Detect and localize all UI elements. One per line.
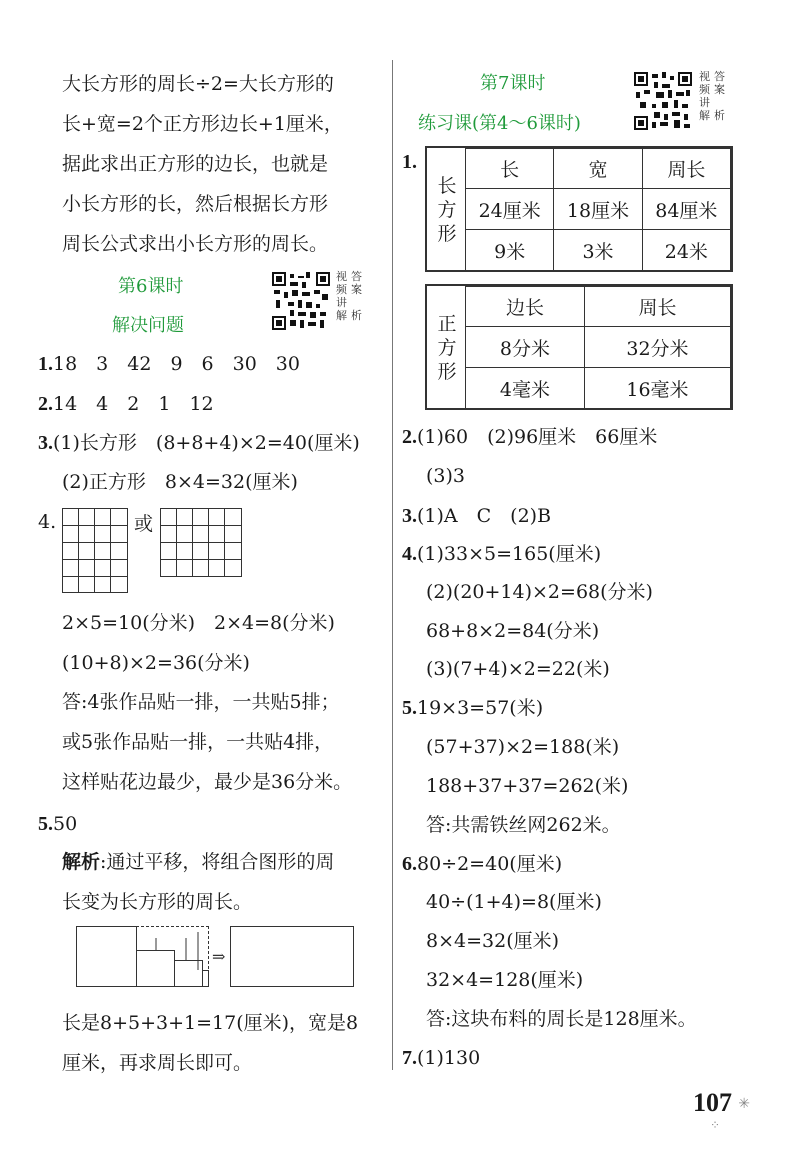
right-q1-number: 1.	[402, 151, 417, 173]
page-number: 107	[693, 1088, 732, 1117]
intro-line-1: 大长方形的周长÷2=大长方形的	[62, 73, 334, 95]
q4-line-5: 这样贴花边最少，最少是36分米。	[62, 771, 353, 793]
right-q5-1: 5.19×3=57(米)	[402, 697, 544, 719]
table-cell: 3米	[554, 230, 642, 271]
qr-code-icon[interactable]	[272, 272, 330, 330]
left-q1: 1.18 3 42 9 6 30 30	[38, 353, 300, 375]
left-q3a: 3.(1)长方形 (8+8+4)×2=40(厘米)	[38, 432, 360, 454]
right-q3: 3.(1)A C (2)B	[402, 505, 552, 527]
left-q3b: (2)正方形 8×4=32(厘米)	[62, 471, 298, 493]
q5-analysis-1: 解析:通过平移，将组合图形的周	[62, 851, 335, 873]
table-cell: 24厘米	[466, 189, 554, 230]
rectangle-table	[425, 146, 733, 272]
square-header-side: 边长	[466, 287, 585, 327]
rect-header-width: 宽	[554, 149, 642, 189]
left-q2: 2.14 4 2 1 12	[38, 393, 214, 415]
translation-figure	[76, 924, 356, 990]
grid-figure-4x5	[160, 508, 242, 578]
left-q4-number: 4.	[38, 511, 57, 533]
q4-line-2: (10+8)×2=36(分米)	[62, 652, 250, 674]
q4-line-1: 2×5=10(分米) 2×4=8(分米)	[62, 612, 335, 634]
arrow-icon: ⇒	[212, 947, 226, 966]
q5-tail-1: 长是8+5+3+1=17(厘米)，宽是8	[62, 1012, 359, 1034]
right-q5-3: 188+37+37=262(米)	[426, 775, 629, 797]
right-q4-3: 68+8×2=84(分米)	[426, 620, 600, 642]
right-q5-4: 答:共需铁丝网262米。	[426, 814, 621, 836]
grid-figure-5x4	[62, 508, 128, 594]
table-cell: 4毫米	[466, 368, 585, 409]
square-label: 正 方 形	[437, 313, 457, 383]
right-q5-2: (57+37)×2=188(米)	[426, 736, 620, 758]
right-q2b: (3)3	[426, 465, 466, 487]
rectangle-label: 长 方 形	[437, 175, 457, 245]
intro-line-5: 周长公式求出小长方形的周长。	[62, 233, 329, 255]
right-q4-4: (3)(7+4)×2=22(米)	[426, 658, 610, 680]
qr-label-left: 视 答 频 案 讲 解 析	[336, 270, 363, 322]
lesson7-subtitle: 练习课(第4～6课时)	[418, 113, 581, 134]
right-q4-2: (2)(20+14)×2=68(分米)	[426, 581, 653, 603]
q4-line-3: 答:4张作品贴一排，一共贴5排；	[62, 691, 340, 713]
table-cell: 16毫米	[584, 368, 730, 409]
lesson6-title: 第6课时	[118, 276, 184, 297]
right-q6-1: 6.80÷2=40(厘米)	[402, 853, 563, 875]
qr-code-icon[interactable]	[634, 72, 692, 130]
star-icon: ✳	[738, 1096, 750, 1112]
intro-line-3: 据此求出正方形的边长，也就是	[62, 153, 329, 175]
right-q4-1: 4.(1)33×5=165(厘米)	[402, 543, 602, 565]
table-cell: 8分米	[466, 327, 585, 368]
q5-analysis-2: 长变为长方形的周长。	[62, 891, 253, 913]
rect-header-perimeter: 周长	[642, 149, 730, 189]
lesson7-title: 第7课时	[480, 73, 546, 94]
intro-line-4: 小长方形的长，然后根据长方形	[62, 193, 329, 215]
right-q6-4: 32×4=128(厘米)	[426, 969, 584, 991]
square-table	[425, 284, 733, 410]
right-q7: 7.(1)130	[402, 1047, 481, 1069]
right-q6-5: 答:这块布料的周长是128厘米。	[426, 1008, 697, 1030]
lesson6-subtitle: 解决问题	[112, 315, 184, 336]
table-cell: 9米	[466, 230, 554, 271]
intro-line-2: 长+宽=2个正方形边长+1厘米，	[62, 113, 343, 135]
rect-header-length: 长	[466, 149, 554, 189]
left-q5: 5.50	[38, 813, 78, 835]
right-q6-2: 40÷(1+4)=8(厘米)	[426, 891, 602, 913]
table-cell: 32分米	[584, 327, 730, 368]
table-cell: 24米	[642, 230, 730, 271]
right-q2a: 2.(1)60 (2)96厘米 66厘米	[402, 426, 658, 448]
square-header-perimeter: 周长	[584, 287, 730, 327]
table-cell: 84厘米	[642, 189, 730, 230]
right-q6-3: 8×4=32(厘米)	[426, 930, 560, 952]
dot-pattern-icon: ⁘	[709, 1118, 720, 1132]
table-cell: 18厘米	[554, 189, 642, 230]
qr-label-right: 视 答 频 案 讲 解 析	[699, 70, 726, 122]
column-divider	[392, 60, 393, 1070]
or-label: 或	[134, 513, 154, 535]
q4-line-4: 或5张作品贴一排，一共贴4排，	[62, 731, 334, 753]
q5-tail-2: 厘米，再求周长即可。	[62, 1052, 253, 1074]
